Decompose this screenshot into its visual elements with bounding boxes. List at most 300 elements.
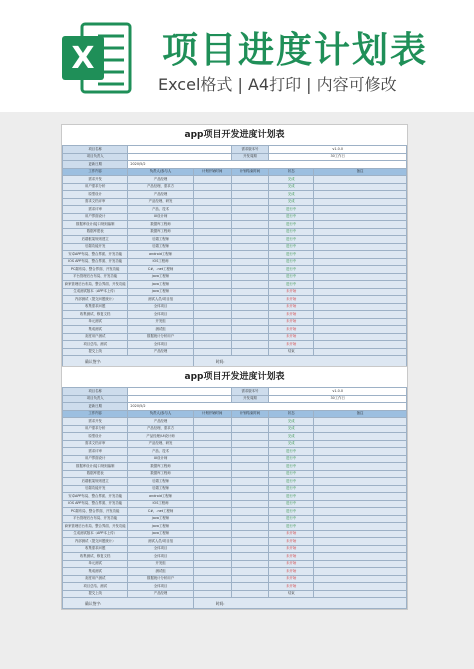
task-plan-start — [193, 538, 231, 546]
task-owner: 数据库工程师 — [128, 221, 193, 229]
task-plan-end — [231, 311, 269, 319]
task-plan-end — [231, 176, 269, 184]
task-name: 内部测试（提交问题统计） — [63, 296, 128, 304]
task-plan-end — [231, 303, 269, 311]
project-name-value — [128, 146, 231, 154]
table-row — [63, 538, 407, 546]
task-note — [314, 281, 407, 289]
excel-logo-icon — [60, 20, 134, 96]
table-row — [63, 515, 407, 523]
schedule-table — [62, 387, 407, 609]
task-name: 项目总结、测试 — [63, 341, 128, 349]
table-row — [63, 418, 407, 426]
template-banner — [0, 0, 474, 112]
task-note — [314, 228, 407, 236]
task-plan-end — [231, 448, 269, 456]
task-owner: 产品经理、研发 — [128, 198, 193, 206]
task-status: 进行中 — [269, 448, 314, 456]
spreadsheet-page-1 — [61, 124, 408, 368]
task-plan-end — [231, 500, 269, 508]
task-status: 结束 — [269, 348, 314, 356]
task-note — [314, 568, 407, 576]
column-header: 工作内容 — [63, 410, 128, 418]
task-plan-end — [231, 545, 269, 553]
task-name: 生成测试版本（APP本上传） — [63, 288, 128, 296]
task-plan-start — [193, 553, 231, 561]
task-status: 完成 — [269, 433, 314, 441]
task-plan-end — [231, 348, 269, 356]
task-plan-start — [193, 560, 231, 568]
task-plan-start — [193, 348, 231, 356]
task-name: 用户界面设计 — [63, 455, 128, 463]
task-status: 未开始 — [269, 288, 314, 296]
task-name: 安卓APP布局、整合界面、开发功能 — [63, 493, 128, 501]
cycle-value: 30工作日 — [269, 153, 407, 161]
version-value: v1.0.0 — [269, 388, 407, 396]
table-row — [63, 455, 407, 463]
task-note — [314, 258, 407, 266]
task-plan-start — [193, 500, 231, 508]
task-name: 收集需求问题 — [63, 545, 128, 553]
cycle-label: 开发周期 — [231, 153, 269, 161]
task-status: 完成 — [269, 198, 314, 206]
banner-subtitle: Excel格式 | A4打印 | 内容可修改 — [158, 75, 397, 94]
task-plan-end — [231, 213, 269, 221]
task-status: 进行中 — [269, 463, 314, 471]
table-row — [63, 440, 407, 448]
task-note — [314, 515, 407, 523]
task-status: 未开始 — [269, 303, 314, 311]
task-plan-start — [193, 590, 231, 598]
task-owner: 产品经理 — [128, 590, 193, 598]
task-note — [314, 448, 407, 456]
task-status: 进行中 — [269, 515, 314, 523]
table-row — [63, 311, 407, 319]
task-note — [314, 273, 407, 281]
table-row — [63, 433, 407, 441]
project-owner-label: 项目负责人 — [63, 395, 128, 403]
table-row — [63, 493, 407, 501]
task-plan-start — [193, 206, 231, 214]
task-status: 完成 — [269, 440, 314, 448]
task-status: 进行中 — [269, 470, 314, 478]
task-plan-end — [231, 470, 269, 478]
task-status: 进行中 — [269, 251, 314, 259]
task-status: 进行中 — [269, 478, 314, 486]
task-note — [314, 575, 407, 583]
task-owner: 数据统计分析用户 — [128, 333, 193, 341]
table-row — [63, 183, 407, 191]
table-row — [63, 470, 407, 478]
task-plan-end — [231, 508, 269, 516]
task-note — [314, 236, 407, 244]
task-note — [314, 288, 407, 296]
task-owner: java工程师 — [128, 288, 193, 296]
task-plan-end — [231, 425, 269, 433]
task-plan-end — [231, 455, 269, 463]
project-owner-value — [128, 395, 231, 403]
project-owner-label: 项目负责人 — [63, 153, 128, 161]
table-row — [63, 191, 407, 199]
task-status: 未开始 — [269, 568, 314, 576]
table-row — [63, 530, 407, 538]
task-plan-start — [193, 440, 231, 448]
task-plan-end — [231, 243, 269, 251]
task-owner: 产品经理/UI设计师 — [128, 433, 193, 441]
task-name: 用户需求分析 — [63, 425, 128, 433]
table-row — [63, 500, 407, 508]
task-owner: 产品经理 — [128, 191, 193, 199]
task-plan-end — [231, 206, 269, 214]
task-status: 进行中 — [269, 266, 314, 274]
table-row — [63, 266, 407, 274]
task-status: 进行中 — [269, 455, 314, 463]
task-name: 数据库设计/接口规则编制 — [63, 463, 128, 471]
task-plan-end — [231, 515, 269, 523]
table-row — [63, 296, 407, 304]
task-owner: java工程师 — [128, 273, 193, 281]
task-note — [314, 183, 407, 191]
table-row — [63, 303, 407, 311]
task-note — [314, 198, 407, 206]
project-owner-value — [128, 153, 231, 161]
column-header: 计划结束时间 — [231, 410, 269, 418]
table-row — [63, 288, 407, 296]
task-plan-end — [231, 530, 269, 538]
task-plan-start — [193, 288, 231, 296]
task-status: 完成 — [269, 425, 314, 433]
task-status: 未开始 — [269, 545, 314, 553]
task-owner: 数据库工程师 — [128, 228, 193, 236]
table-row — [63, 590, 407, 598]
task-plan-end — [231, 463, 269, 471]
column-header-row — [63, 168, 407, 176]
task-note — [314, 500, 407, 508]
time-label: 时间: — [193, 598, 406, 609]
task-plan-start — [193, 583, 231, 591]
task-owner: 产品经理 — [128, 176, 193, 184]
column-header: 工作内容 — [63, 168, 128, 176]
task-plan-start — [193, 341, 231, 349]
task-note — [314, 243, 407, 251]
task-plan-end — [231, 228, 269, 236]
task-plan-end — [231, 493, 269, 501]
task-status: 进行中 — [269, 221, 314, 229]
task-status: 进行中 — [269, 485, 314, 493]
spreadsheet-page-2 — [61, 366, 408, 610]
task-status: 完成 — [269, 418, 314, 426]
column-header: 计划开始时间 — [193, 168, 231, 176]
task-name: 后端功能开发 — [63, 243, 128, 251]
task-status: 未开始 — [269, 530, 314, 538]
task-plan-start — [193, 508, 231, 516]
task-status: 未开始 — [269, 583, 314, 591]
task-plan-start — [193, 470, 231, 478]
task-name: 原型设计 — [63, 433, 128, 441]
task-name: 收集需求问题 — [63, 303, 128, 311]
task-plan-start — [193, 258, 231, 266]
task-plan-end — [231, 288, 269, 296]
task-name: 后端框架规则建立 — [63, 236, 128, 244]
task-name: 数据库建表 — [63, 228, 128, 236]
task-note — [314, 213, 407, 221]
task-status: 未开始 — [269, 575, 314, 583]
task-plan-end — [231, 296, 269, 304]
task-note — [314, 583, 407, 591]
table-row — [63, 485, 407, 493]
table-row — [63, 478, 407, 486]
task-plan-end — [231, 560, 269, 568]
task-owner: 产品经理、需求方 — [128, 183, 193, 191]
task-note — [314, 348, 407, 356]
task-plan-end — [231, 273, 269, 281]
table-row — [63, 176, 407, 184]
update-date-value: 2020/5/2 — [128, 403, 407, 411]
task-plan-start — [193, 266, 231, 274]
task-note — [314, 418, 407, 426]
task-plan-end — [231, 251, 269, 259]
column-header: 备注 — [314, 410, 407, 418]
task-note — [314, 221, 407, 229]
task-owner: 数据库工程师 — [128, 470, 193, 478]
task-owner: 产品经理、研发 — [128, 440, 193, 448]
task-owner: 后端工程师 — [128, 485, 193, 493]
task-name: 需求文档评审 — [63, 440, 128, 448]
task-owner: 产品经理 — [128, 348, 193, 356]
task-status: 未开始 — [269, 311, 314, 319]
sign-label: 确认签字: — [63, 356, 194, 367]
task-plan-start — [193, 198, 231, 206]
task-plan-start — [193, 281, 231, 289]
table-row — [63, 341, 407, 349]
task-owner: 全体项目 — [128, 583, 193, 591]
task-plan-end — [231, 258, 269, 266]
task-owner: java工程师 — [128, 530, 193, 538]
task-name: 商家管理后台布局、整合界面、开发功能 — [63, 281, 128, 289]
column-header: 计划结束时间 — [231, 168, 269, 176]
task-plan-start — [193, 326, 231, 334]
task-name: 集成测试 — [63, 568, 128, 576]
task-status: 完成 — [269, 191, 314, 199]
task-plan-start — [193, 318, 231, 326]
task-owner: android工程师 — [128, 251, 193, 259]
task-plan-end — [231, 418, 269, 426]
task-plan-end — [231, 538, 269, 546]
time-label: 时间: — [193, 356, 406, 367]
table-row — [63, 221, 407, 229]
task-name: 项目总结、测试 — [63, 583, 128, 591]
task-owner: 产品经理 — [128, 418, 193, 426]
version-value: v1.0.0 — [269, 146, 407, 154]
task-note — [314, 266, 407, 274]
task-plan-start — [193, 228, 231, 236]
task-plan-end — [231, 440, 269, 448]
task-plan-start — [193, 493, 231, 501]
task-status: 进行中 — [269, 493, 314, 501]
task-name: 数据库设计/接口规则编制 — [63, 221, 128, 229]
task-plan-start — [193, 191, 231, 199]
task-note — [314, 538, 407, 546]
task-plan-start — [193, 425, 231, 433]
column-header: 负责人/参与人 — [128, 410, 193, 418]
task-owner: 后端工程师 — [128, 478, 193, 486]
task-status: 进行中 — [269, 206, 314, 214]
table-row — [63, 348, 407, 356]
task-plan-end — [231, 333, 269, 341]
task-plan-start — [193, 523, 231, 531]
task-plan-end — [231, 553, 269, 561]
task-note — [314, 478, 407, 486]
task-note — [314, 455, 407, 463]
project-name-label: 项目名称 — [63, 146, 128, 154]
task-status: 进行中 — [269, 508, 314, 516]
task-plan-end — [231, 318, 269, 326]
task-plan-start — [193, 176, 231, 184]
task-name: 安卓APP布局、整合界面、开发功能 — [63, 251, 128, 259]
task-owner: 测试组 — [128, 568, 193, 576]
task-owner: 后端工程师 — [128, 236, 193, 244]
task-plan-end — [231, 221, 269, 229]
task-name: 平台管理后台布局、开发功能 — [63, 515, 128, 523]
update-date-label: 更新日期 — [63, 403, 128, 411]
task-status: 未开始 — [269, 333, 314, 341]
task-name: 单元测试 — [63, 318, 128, 326]
task-status: 未开始 — [269, 538, 314, 546]
task-owner: 后端工程师 — [128, 243, 193, 251]
task-owner: IOS工程师 — [128, 500, 193, 508]
task-owner: 全体项目 — [128, 303, 193, 311]
task-owner: 数据库工程师 — [128, 463, 193, 471]
table-row — [63, 318, 407, 326]
table-row — [63, 333, 407, 341]
task-plan-start — [193, 303, 231, 311]
task-plan-start — [193, 311, 231, 319]
column-header: 备注 — [314, 168, 407, 176]
task-note — [314, 191, 407, 199]
task-status: 未开始 — [269, 318, 314, 326]
table-row — [63, 326, 407, 334]
update-date-value: 2020/5/2 — [128, 161, 407, 169]
task-note — [314, 485, 407, 493]
table-row — [63, 463, 407, 471]
task-name: IOS APP布局、整合界面、开发功能 — [63, 500, 128, 508]
project-name-value — [128, 388, 231, 396]
task-plan-start — [193, 333, 231, 341]
task-plan-start — [193, 221, 231, 229]
task-owner: 全体项目 — [128, 341, 193, 349]
table-row — [63, 553, 407, 561]
task-note — [314, 318, 407, 326]
table-row — [63, 281, 407, 289]
task-plan-start — [193, 455, 231, 463]
table-row — [63, 206, 407, 214]
task-name: 内部测试（提交问题统计） — [63, 538, 128, 546]
task-note — [314, 545, 407, 553]
task-status: 未开始 — [269, 553, 314, 561]
task-name: 用户需求分析 — [63, 183, 128, 191]
task-owner: 产品、技术 — [128, 448, 193, 456]
task-plan-end — [231, 583, 269, 591]
task-owner: java工程师 — [128, 523, 193, 531]
excel-logo-letter: X — [71, 41, 95, 76]
task-name: 灰度用户测试 — [63, 575, 128, 583]
task-name: 提交上线 — [63, 348, 128, 356]
table-row — [63, 198, 407, 206]
task-plan-start — [193, 463, 231, 471]
cycle-value: 30工作日 — [269, 395, 407, 403]
column-header: 计划开始时间 — [193, 410, 231, 418]
task-note — [314, 425, 407, 433]
task-note — [314, 176, 407, 184]
column-header-row — [63, 410, 407, 418]
task-owner: 测试组 — [128, 326, 193, 334]
task-note — [314, 251, 407, 259]
task-name: 需求文档评审 — [63, 198, 128, 206]
task-note — [314, 470, 407, 478]
task-status: 进行中 — [269, 258, 314, 266]
cycle-label: 开发周期 — [231, 395, 269, 403]
task-plan-end — [231, 478, 269, 486]
task-status: 完成 — [269, 183, 314, 191]
task-note — [314, 333, 407, 341]
task-status: 结束 — [269, 590, 314, 598]
task-note — [314, 560, 407, 568]
task-owner: 全体项目 — [128, 545, 193, 553]
task-name: 收集测试、修复文档 — [63, 553, 128, 561]
task-plan-end — [231, 590, 269, 598]
task-owner: java工程师 — [128, 281, 193, 289]
task-plan-start — [193, 545, 231, 553]
task-note — [314, 326, 407, 334]
version-label: 需求版本号 — [231, 388, 269, 396]
task-note — [314, 341, 407, 349]
table-row — [63, 258, 407, 266]
table-row — [63, 508, 407, 516]
task-note — [314, 433, 407, 441]
task-plan-start — [193, 251, 231, 259]
task-note — [314, 311, 407, 319]
task-name: 原型设计 — [63, 191, 128, 199]
project-name-label: 项目名称 — [63, 388, 128, 396]
task-name: 需求开发 — [63, 176, 128, 184]
task-plan-start — [193, 568, 231, 576]
task-owner: C#、.net工程师 — [128, 266, 193, 274]
banner-title: 项目进度计划表 — [162, 30, 429, 71]
task-name: 平台管理后台布局、开发功能 — [63, 273, 128, 281]
task-owner: C#、.net工程师 — [128, 508, 193, 516]
task-owner: 数据统计分析用户 — [128, 575, 193, 583]
update-date-label: 更新日期 — [63, 161, 128, 169]
task-owner: 全体项目 — [128, 553, 193, 561]
task-plan-end — [231, 191, 269, 199]
table-row — [63, 251, 407, 259]
version-label: 需求版本号 — [231, 146, 269, 154]
table-row — [63, 213, 407, 221]
schedule-table — [62, 145, 407, 367]
task-plan-end — [231, 183, 269, 191]
task-plan-end — [231, 523, 269, 531]
task-name: 数据库建表 — [63, 470, 128, 478]
task-status: 进行中 — [269, 273, 314, 281]
task-name: PC端布局、整合界面、开发功能 — [63, 266, 128, 274]
task-note — [314, 440, 407, 448]
task-owner: 产品、技术 — [128, 206, 193, 214]
task-status: 未开始 — [269, 560, 314, 568]
task-owner: android工程师 — [128, 493, 193, 501]
table-row — [63, 236, 407, 244]
task-name: 单元测试 — [63, 560, 128, 568]
task-name: IOS APP布局、整合界面、开发功能 — [63, 258, 128, 266]
